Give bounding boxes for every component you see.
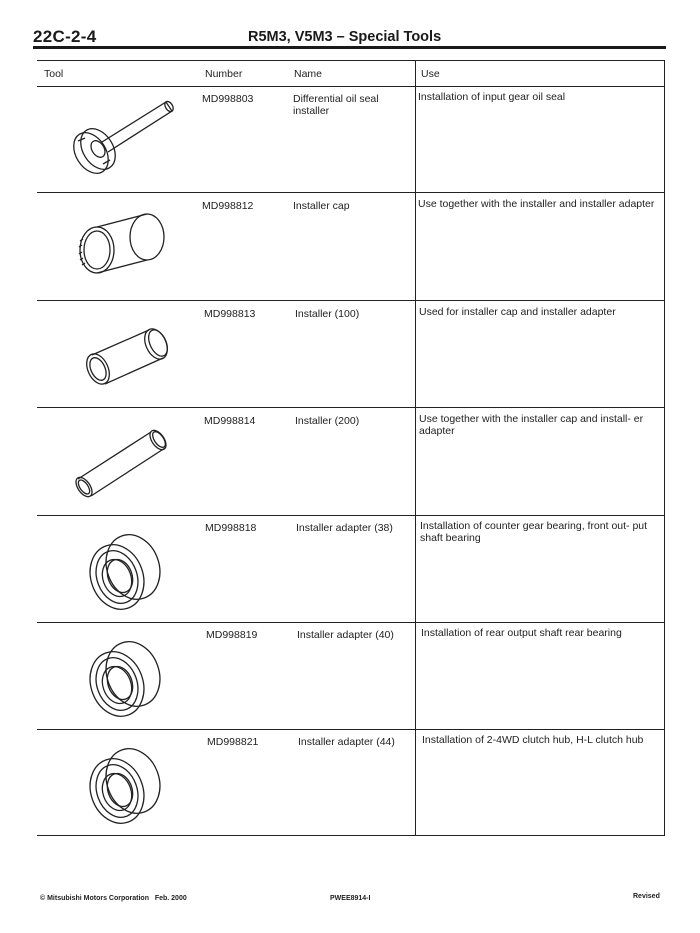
column-header-number: Number bbox=[205, 68, 243, 80]
table-top-border bbox=[37, 60, 665, 61]
installer-adapter-40-drawing-icon bbox=[75, 632, 175, 727]
installer-200-drawing-icon bbox=[62, 424, 182, 514]
table-row-rule bbox=[37, 300, 665, 301]
tool-use: Installation of input gear oil seal bbox=[418, 91, 566, 103]
tool-name: Installer adapter (38) bbox=[296, 522, 393, 534]
table-row-rule bbox=[37, 407, 665, 408]
table-header-rule bbox=[37, 86, 665, 87]
tool-use: Installation of rear output shaft rear bearing bbox=[421, 627, 622, 639]
tool-number: MD998813 bbox=[204, 308, 256, 320]
installer-adapter-38-drawing-icon bbox=[75, 525, 175, 620]
special-tools-table bbox=[37, 60, 665, 836]
tool-use: Installation of counter gear bearing, front out- put shaft bearing bbox=[420, 520, 648, 544]
tool-name: Installer adapter (40) bbox=[297, 629, 394, 641]
tool-number: MD998821 bbox=[207, 736, 259, 748]
tool-number: MD998812 bbox=[202, 200, 254, 212]
table-bottom-border bbox=[37, 835, 665, 836]
footer-publication-number: PWEE8914-I bbox=[330, 895, 371, 902]
tool-use: Installation of 2-4WD clutch hub, H-L clutch hub bbox=[422, 734, 644, 746]
page-title: R5M3, V5M3 – Special Tools bbox=[248, 29, 442, 45]
installer-100-drawing-icon bbox=[72, 322, 182, 402]
tool-use: Use together with the installer and installer adapter bbox=[418, 198, 655, 210]
table-right-border bbox=[664, 60, 665, 836]
page-number: 22C-2-4 bbox=[33, 27, 97, 46]
tool-number: MD998819 bbox=[206, 629, 258, 641]
installer-adapter-44-drawing-icon bbox=[75, 739, 175, 834]
tool-use: Used for installer cap and installer adapter bbox=[419, 306, 616, 318]
seal-installer-drawing-icon bbox=[62, 94, 182, 184]
header-rule bbox=[33, 46, 666, 49]
tool-name: Installer adapter (44) bbox=[298, 736, 395, 748]
table-row-rule bbox=[37, 192, 665, 193]
tool-number: MD998803 bbox=[202, 93, 254, 105]
tool-use: Use together with the installer cap and install- er adapter bbox=[419, 413, 644, 437]
tool-name: Installer (200) bbox=[295, 415, 360, 427]
table-row-rule bbox=[37, 515, 665, 516]
footer-copyright: © Mitsubishi Motors Corporation Feb. 2000 bbox=[40, 895, 187, 902]
table-divider-use bbox=[415, 60, 416, 836]
tool-name: Installer cap bbox=[293, 200, 350, 212]
tool-number: MD998818 bbox=[205, 522, 257, 534]
column-header-use: Use bbox=[421, 68, 440, 80]
tool-number: MD998814 bbox=[204, 415, 256, 427]
column-header-tool: Tool bbox=[44, 68, 64, 80]
installer-cap-drawing-icon bbox=[67, 205, 177, 295]
tool-name: Installer (100) bbox=[295, 308, 360, 320]
table-row-rule bbox=[37, 729, 665, 730]
column-header-name: Name bbox=[294, 68, 323, 80]
tool-name: Differential oil seal installer bbox=[293, 93, 379, 117]
table-row-rule bbox=[37, 622, 665, 623]
footer-status: Revised bbox=[633, 893, 660, 900]
